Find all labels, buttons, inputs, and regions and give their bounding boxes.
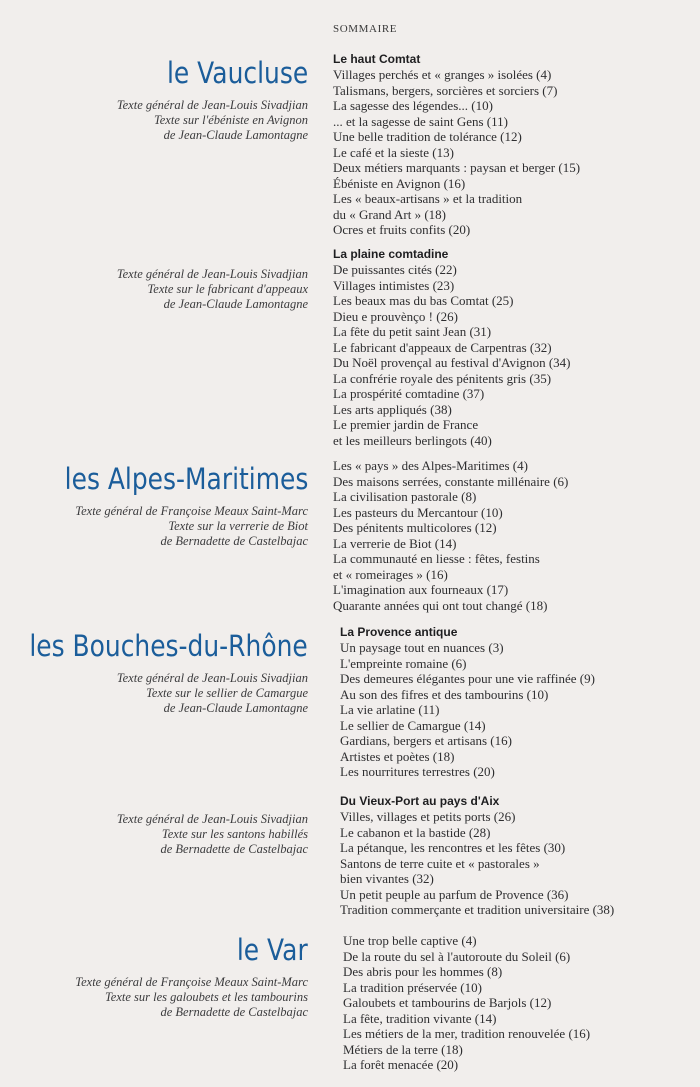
credits: [117, 267, 308, 312]
section-title: La Provence antique: [340, 625, 458, 639]
toc-entry: Quarante années qui ont tout changé (18): [333, 597, 548, 613]
toc-entry: De puissantes cités (22): [333, 262, 457, 277]
credit-line: Texte sur le sellier de Camargue: [146, 686, 308, 700]
item-list: [333, 262, 693, 448]
item-list: [340, 809, 700, 918]
toc-entry: Du Noël provençal au festival d'Avignon (34): [333, 355, 571, 370]
toc-entry: Les « beaux-artisans » et la tradition: [333, 191, 523, 206]
credit-line: de Bernadette de Castelbajac: [160, 1005, 308, 1019]
toc-entry: Un paysage tout en nuances (3): [340, 640, 504, 655]
item-list: [340, 640, 700, 780]
toc-entry: du « Grand Art » (18): [333, 206, 447, 222]
toc-entry: La pétanque, les rencontres et les fêtes (30): [340, 840, 566, 855]
credits: [0, 671, 308, 716]
credit-line: Texte général de Jean-Louis Sivadjian: [116, 267, 308, 281]
toc-entry: Le café et la sieste (13): [333, 144, 454, 160]
block-contents: [340, 625, 700, 780]
toc-entry: Deux métiers marquants : paysan et berger (15): [333, 160, 581, 175]
toc-entry: L'empreinte romaine (6): [340, 655, 467, 671]
toc-entry: Un petit peuple au parfum de Provence (36): [340, 886, 569, 902]
toc-entry: Au son des fifres et des tambourins (10): [340, 686, 549, 702]
toc-entry: Villages intimistes (23): [333, 277, 455, 293]
toc-entry: Ocres et fruits confits (20): [333, 222, 471, 237]
toc-entry: De la route du sel à l'autoroute du Soleil (6): [343, 948, 571, 964]
toc-entry: La forêt menacée (20): [343, 1057, 459, 1072]
toc-entry: Tradition commerçante et tradition universitaire (38): [340, 902, 615, 917]
toc-entry: La communauté en liesse : fêtes, festins: [333, 551, 540, 566]
toc-entry: La prospérité comtadine (37): [333, 386, 485, 401]
toc-entry: La confrérie royale des pénitents gris (35): [333, 370, 552, 386]
credit-line: Texte général de Françoise Meaux Saint-Marc: [75, 504, 308, 518]
credit-line: de Bernadette de Castelbajac: [160, 534, 308, 548]
toc-entry: Ébéniste en Avignon (16): [333, 175, 466, 191]
toc-entry: ... et la sagesse de saint Gens (11): [333, 113, 508, 129]
toc-entry: La civilisation pastorale (8): [333, 489, 477, 504]
block-left: [117, 267, 308, 312]
toc-entry: Artistes et poètes (18): [340, 748, 455, 764]
toc-entry: et « romeirages » (16): [333, 566, 448, 582]
item-list: [333, 67, 693, 238]
block-left: [75, 933, 308, 1020]
toc-entry: Des maisons serrées, constante millénaire (6): [333, 473, 569, 489]
credits: [75, 975, 308, 1020]
block-left: [117, 56, 308, 143]
section-title: Du Vieux-Port au pays d'Aix: [340, 794, 500, 808]
credit-line: Texte sur la verrerie de Biot: [168, 519, 308, 533]
toc-entry: Des pénitents multicolores (12): [333, 520, 497, 535]
credit-line: Texte sur l'ébéniste en Avignon: [153, 113, 308, 127]
toc-entry: La fête du petit saint Jean (31): [333, 324, 492, 339]
toc-entry: Le fabricant d'appeaux de Carpentras (32): [333, 339, 552, 355]
toc-entry: bien vivantes (32): [340, 871, 434, 886]
block-left: [117, 812, 308, 857]
credit-line: Texte général de Françoise Meaux Saint-Marc: [75, 975, 308, 989]
toc-entry: Le cabanon et la bastide (28): [340, 824, 491, 840]
item-list: [333, 458, 693, 613]
toc-entry: Gardians, bergers et artisans (16): [340, 733, 512, 748]
toc-entry: Des abris pour les hommes (8): [343, 964, 503, 979]
toc-entry: La fête, tradition vivante (14): [343, 1010, 497, 1026]
toc-entry: Les beaux mas du bas Comtat (25): [333, 293, 514, 308]
toc-entry: Les métiers de la mer, tradition renouvelée (16): [343, 1026, 591, 1041]
item-list: [343, 933, 700, 1073]
block-contents: [333, 458, 693, 613]
credit-line: Texte sur le fabricant d'appeaux: [147, 282, 308, 296]
toc-entry: Villes, villages et petits ports (26): [340, 809, 516, 824]
toc-entry: Villages perchés et « granges » isolées (4): [333, 67, 552, 82]
credits: [117, 98, 308, 143]
credit-line: Texte sur les galoubets et les tambourins: [104, 990, 308, 1004]
page-header: SOMMAIRE: [333, 23, 398, 35]
region-title: le Var: [237, 933, 308, 967]
block-contents: [333, 52, 693, 238]
block-contents: [340, 794, 700, 918]
toc-entry: et les meilleurs berlingots (40): [333, 432, 492, 448]
toc-entry: Une trop belle captive (4): [343, 933, 477, 948]
toc-entry: L'imagination aux fourneaux (17): [333, 582, 509, 597]
section-title: La plaine comtadine: [333, 247, 449, 261]
toc-entry: Des demeures élégantes pour une vie raffinée (9): [340, 671, 595, 686]
toc-entry: Une belle tradition de tolérance (12): [333, 129, 522, 144]
block-contents: [333, 247, 693, 448]
section-title: Le haut Comtat: [333, 52, 421, 66]
toc-entry: Les « pays » des Alpes-Maritimes (4): [333, 458, 528, 473]
block-contents: [343, 933, 700, 1073]
toc-entry: Talismans, bergers, sorcières et sorciers (7): [333, 82, 558, 98]
toc-entry: Les nourritures terrestres (20): [340, 764, 495, 779]
region-title: les Alpes-Maritimes: [64, 462, 308, 496]
toc-entry: La verrerie de Biot (14): [333, 535, 457, 551]
credit-line: de Jean-Claude Lamontagne: [163, 297, 308, 311]
toc-entry: Le sellier de Camargue (14): [340, 717, 486, 733]
credit-line: de Bernadette de Castelbajac: [160, 842, 308, 856]
credit-line: Texte sur les santons habillés: [161, 827, 308, 841]
credit-line: de Jean-Claude Lamontagne: [163, 701, 308, 715]
toc-entry: Les arts appliqués (38): [333, 401, 452, 417]
toc-entry: La tradition préservée (10): [343, 979, 482, 995]
toc-entry: Métiers de la terre (18): [343, 1041, 463, 1057]
toc-entry: Santons de terre cuite et « pastorales »: [340, 855, 540, 871]
toc-entry: Le premier jardin de France: [333, 417, 479, 432]
credits: [25, 504, 308, 549]
toc-entry: Les pasteurs du Mercantour (10): [333, 504, 503, 520]
region-title: le Vaucluse: [166, 56, 308, 90]
toc-entry: Dieu e prouvènço ! (26): [333, 308, 458, 324]
toc-entry: Galoubets et tambourins de Barjols (12): [343, 995, 552, 1010]
region-title: les Bouches-du-Rhône: [29, 629, 308, 663]
block-left: [0, 629, 308, 716]
credit-line: Texte général de Jean-Louis Sivadjian: [116, 98, 308, 112]
credit-line: Texte général de Jean-Louis Sivadjian: [116, 812, 308, 826]
credits: [117, 812, 308, 857]
block-left: [25, 462, 308, 549]
toc-entry: La sagesse des légendes... (10): [333, 98, 493, 113]
credit-line: de Jean-Claude Lamontagne: [163, 128, 308, 142]
credit-line: Texte général de Jean-Louis Sivadjian: [116, 671, 308, 685]
toc-entry: La vie arlatine (11): [340, 702, 440, 717]
